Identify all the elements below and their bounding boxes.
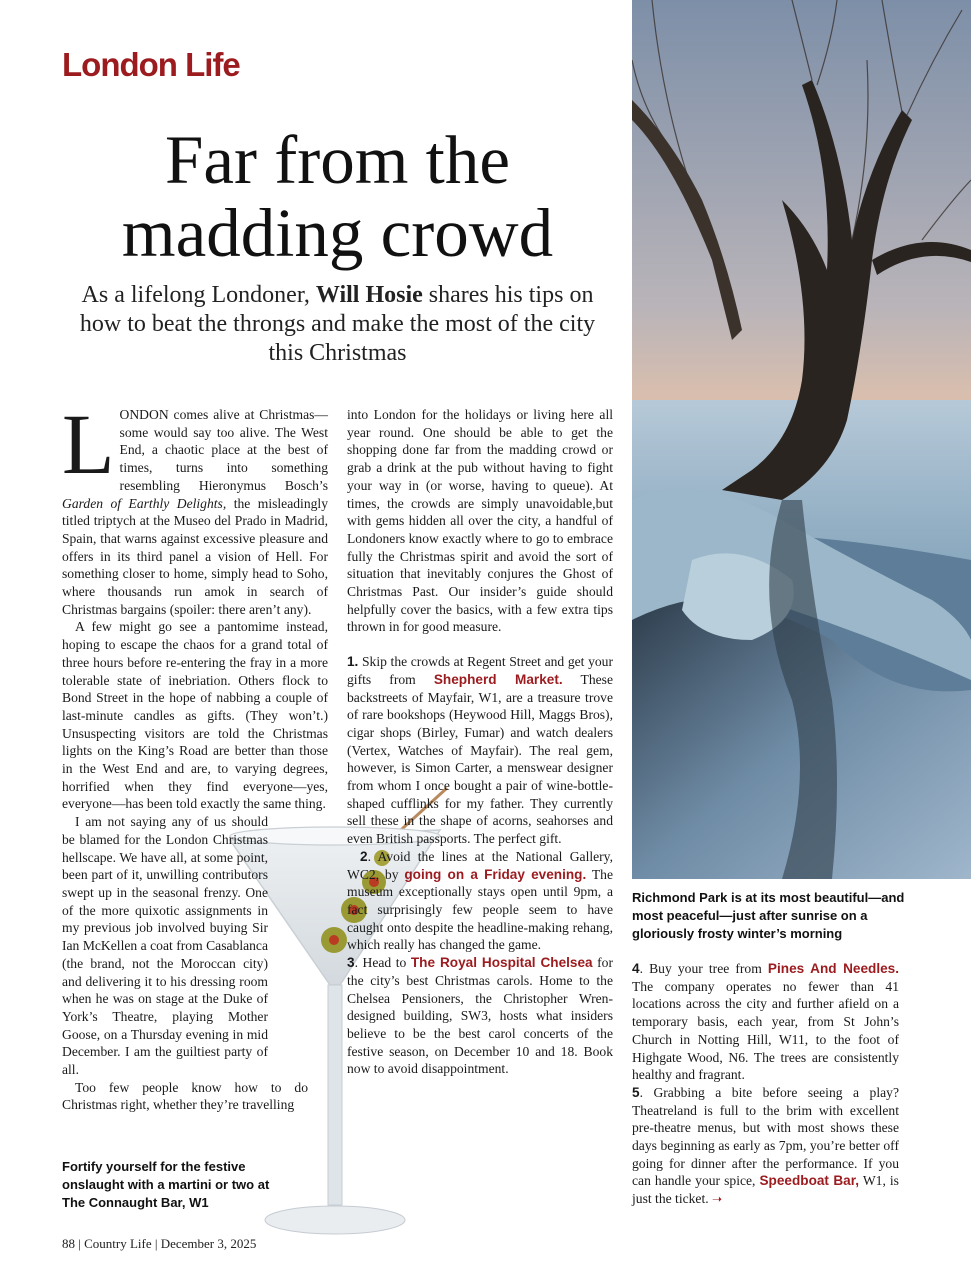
tip-3-number: 3 xyxy=(347,955,355,971)
tip-4 xyxy=(632,960,899,1084)
paragraph-hellscape: I am not saying any of us should be blamed for the London Christmas hellscape. We have all, at some point, been part of it, unwilling contributors swept up in the seasonal frenzy. One of the more quixotic assignments in my previous job involved buying Sir Ian McKellen a coat from Casablanca (the brand, not the Moroccan city) and delivering it to his dressing room when he was on stage at the Duke of York’s Theatre, playing Mother Goose, on a Thursday evening in mid December. I am the guiltiest party of all. xyxy=(62,814,268,1078)
paragraph-guide-intro: into London for the holidays or living here all year round. One should be able to get the shopping done far from the madding crowd or grab a drink at the pub without having to fight your way in (or worse, having to queue). At times, the crowds are simply unavoidable,but with gems hidden all over the city, a handful of Londoners know exactly where to go to embrace fully the Christmas spirit and avoid the sort of situation that inevitably conjures the Ghost of Christmas Past. Our insider’s guide should helpfully cover the basics, with a few extra tips thrown in for good measure. xyxy=(347,407,613,635)
standfirst-post: shares his tips on how to beat the throngs and make the most of the city this Christmas xyxy=(79,282,596,366)
tip-1-venue: Shepherd Market. xyxy=(433,671,563,687)
paragraph-christmas-right: Too few people know how to do Christmas right, whether they’re travelling xyxy=(62,1079,308,1113)
author-name: Will Hosie xyxy=(315,282,423,308)
tip-1-text: Skip the crowds at Regent Street and get your gifts from xyxy=(347,654,613,687)
tip-5-text: . Grabbing a bite before seeing a play? Theatreland is full to the brim with excellent pre-theatre menus, but with most shows these days beginning as early as 7pm, you’re better off going for dinner after the performance. If you can handle your spice, xyxy=(632,1084,899,1189)
end-arrow-icon: ➝ xyxy=(712,1192,723,1207)
tip-2-text: . Avoid the lines at the National Gallery, WC2, by xyxy=(347,848,613,882)
tip-1 xyxy=(347,653,613,848)
tip-2-venue: going on a Friday evening. xyxy=(404,866,587,882)
drop-cap: L xyxy=(62,396,115,492)
tip-5-venue: Speedboat Bar, xyxy=(759,1173,860,1189)
section-label: London Life xyxy=(62,46,240,83)
tip-3 xyxy=(347,954,613,1078)
richmond-park-photo xyxy=(632,0,971,879)
tip-4-text: . Buy your tree from xyxy=(639,961,768,976)
tip-1-text-cont: These backstreets of Mayfair, W1, are a treasure trove of rare bookshops (Heywood Hill, Maggs Bros), cigar shops (Birley, Fumar) and watch dealers (Vertex, Watches of Mayfair). The real gem, however, is Simon Carter, a menswear designer from whom I once bought a pair of wine-bottle-shaped cufflinks for my father. They currently sell these in the shape of acorns, seahorses and even British passports. The perfect gift. xyxy=(347,671,613,847)
headline-line-2: madding crowd xyxy=(121,195,554,271)
article-column-3 xyxy=(632,960,899,1209)
tip-5 xyxy=(632,1084,899,1209)
standfirst-pre: As a lifelong Londoner, xyxy=(81,282,316,308)
tip-4-number: 4 xyxy=(632,961,640,976)
article-column-1 xyxy=(62,396,328,1114)
tip-3-text-cont: for the city’s best Christmas carols. Home to the Chelsea Pensioners, the Christopher Wren-designed building, SW3, hosts what insiders believe to be the best carol concerts of the festive season, on December 10 and 18. Book now to avoid disappointment. xyxy=(347,955,614,1077)
tip-2-text-cont: The museum exceptionally stays open until 9pm, a fact surprisingly few people seem to have caught onto despite the headline-making rehang, which really has changed the game. xyxy=(347,866,613,953)
tip-5-text-cont: W1, is just the ticket. xyxy=(632,1173,899,1207)
tip-4-venue: Pines And Needles. xyxy=(767,961,900,976)
paragraph-pantomime: A few might go see a pantomime instead, hoping to escape the chaos for a grand total of three hours before re-entering the fray in a more tolerable state of inebriation. Others flock to Bond Street in the hope of nabbing a couple of last-minute candles as gifts. (They won’t.) Unsuspecting visitors are told the Christmas lights on the King’s Road are better than those in the West End and are, to varying degrees, horrified when they find everyone—yes, everyone—has been told exactly the same thing. xyxy=(62,619,328,812)
headline-line-1: Far from the xyxy=(165,122,510,198)
standfirst xyxy=(70,281,605,368)
tip-1-number: 1. xyxy=(347,654,359,670)
tip-2 xyxy=(347,848,613,954)
intro-text-cont: the misleadingly titled triptych at the Museo del Prado in Madrid, Spain, that warns against excessive pleasure and offers in its third panel a vision of Hell. For something closer to home, simply head to Soho, where thousands run amok in search of Christmas bargains (spoiler: there aren’t any). xyxy=(62,495,328,617)
paragraph-intro xyxy=(62,396,328,618)
park-photo-caption: Richmond Park is at its most beautiful—and most peaceful—just after sunrise on a gloriously frosty winter’s morning xyxy=(632,890,905,941)
intro-text: ONDON comes alive at Christmas—some would say too alive. The West End, a chaotic place at the best of times, turns into something resembling Hieronymus Bosch’s xyxy=(119,407,328,493)
artwork-title: Garden of Earthly Delights, xyxy=(62,495,227,511)
article-column-2 xyxy=(347,406,613,1078)
tip-2-number: 2 xyxy=(360,848,368,864)
headline xyxy=(60,124,615,270)
tip-3-text: . Head to xyxy=(354,955,411,971)
tip-4-text-cont: The company operates no fewer than 41 locations across the city and further afield on a temporary basis, each year, from St John’s Church in Notting Hill, W11, to the foot of Highgate Wood, N6. The trees are consistently healthy and fragrant. xyxy=(632,978,899,1083)
tip-5-number: 5 xyxy=(632,1084,640,1100)
tip-3-venue: The Royal Hospital Chelsea xyxy=(410,955,593,971)
folio: 88 | Country Life | December 3, 2025 xyxy=(62,1236,257,1251)
martini-caption: Fortify yourself for the festive onslaught with a martini or two at The Connaught Bar, W1 xyxy=(62,1159,270,1210)
